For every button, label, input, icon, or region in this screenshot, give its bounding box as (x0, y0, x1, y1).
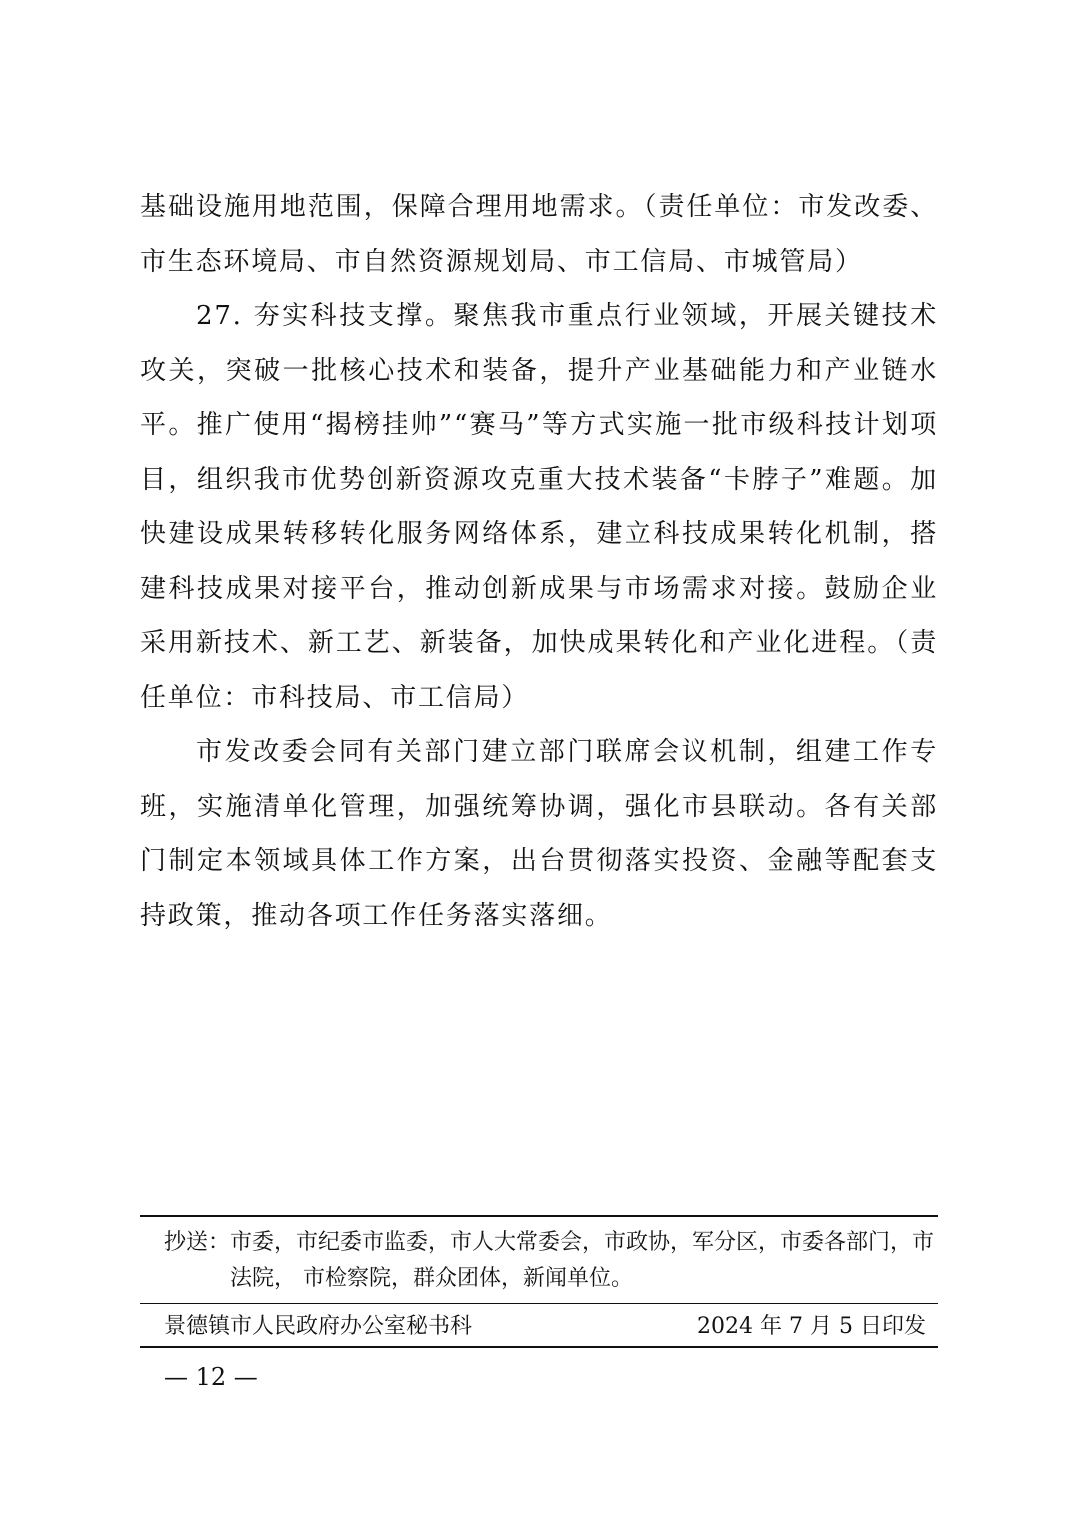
page-number: — 12 — (164, 1363, 258, 1391)
cc-label: 抄送： (164, 1230, 231, 1255)
distribution-block (140, 1215, 938, 1348)
body-text (140, 180, 938, 943)
cc-section (140, 1217, 938, 1303)
paragraph-item-27: 27. 夯实科技支撑。聚焦我市重点行业领域，开展关键技术攻关，突破一批核心技术和装备，提升产业基础能力和产业链水平。推广使用“揭榜挂帅”“赛马”等方式实施一批市级科技计划项目，组织我市优势创新资源攻克重大技术装备“卡脖子”难题。加快建设成果转移转化服务网络体系，建立科技成果转化机制，搭建科技成果对接平台，推动创新成果与市场需求对接。鼓励企业采用新技术、新工艺、新装备，加快成果转化和产业化进程。（责任单位：市科技局、市工信局） (140, 301, 938, 713)
paragraph-continuation: 基础设施用地范围，保障合理用地需求。（责任单位：市发改委、市生态环境局、市自然资源规划局、市工信局、市城管局） (140, 192, 938, 277)
issuer-name: 景德镇市人民政府办公室秘书科 (164, 1314, 473, 1339)
issuer-row (140, 1304, 938, 1346)
paragraph-closing: 市发改委会同有关部门建立部门联席会议机制，组建工作专班，实施清单化管理，加强统筹协调，强化市县联动。各有关部门制定本领域具体工作方案，出台贯彻落实投资、金融等配套支持政策，推动各项工作任务落实落细。 (140, 737, 938, 931)
cc-recipients: 市委，市纪委市监委，市人大常委会，市政协，军分区，市委各部门，市法院， 市检察院，群众团体，新闻单位。 (230, 1230, 935, 1291)
issue-date: 2024 年 7 月 5 日印发 (697, 1314, 926, 1339)
bottom-rule (140, 1346, 938, 1348)
